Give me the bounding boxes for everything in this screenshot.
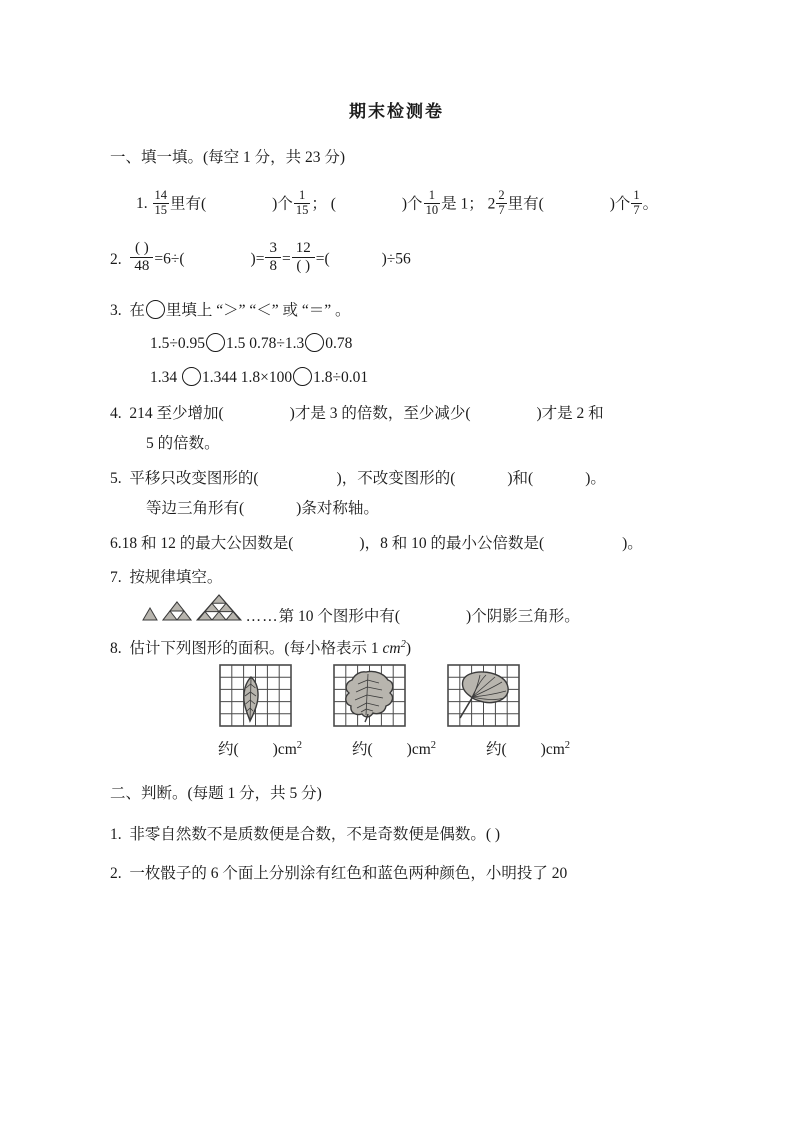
q8-unit-exponent: 2 (400, 639, 406, 650)
q1-fraction-1-10: $\frac{1}{10}$ (425, 188, 439, 217)
q5-number: 5. (110, 469, 122, 487)
q3-lead-a: 在 (129, 301, 145, 319)
q5-text-a: 平移只改变图形的( (129, 469, 259, 487)
q3-r2-expr-c: 1.8÷0.01 (313, 368, 369, 386)
q1-fraction-14-15: $\frac{14}{15}$ (154, 188, 167, 217)
question-3-row-2 (110, 367, 700, 386)
q2-fraction-blank-over-48[interactable]: $\frac{( )}{48}$ (130, 240, 153, 276)
q1-fraction-1-15: $\frac{1}{15}$ (295, 188, 309, 217)
q1-text-2: )个 (272, 195, 293, 213)
q5-text-c: )和( (507, 469, 534, 487)
q6-text-b: )，8 和 10 的最小公倍数是( (359, 534, 545, 552)
question-5-line-2 (110, 501, 700, 517)
section-1-heading: 一、填一填。(每空 1 分，共 23 分) (110, 149, 346, 166)
exam-body (110, 145, 700, 899)
q2-number: 2. (110, 250, 122, 268)
q5-text-d: )。 (585, 469, 606, 487)
q8-answer-1-prefix: 约( (218, 740, 239, 758)
q3-number: 3. (110, 301, 122, 319)
q7-tail-a: 第 10 个图形中有( (278, 607, 401, 625)
s2-q1-text[interactable]: 非零自然数不是质数便是合数，不是奇数便是偶数。( ) (129, 825, 501, 843)
question-8 (110, 640, 700, 657)
q8-answer-3-prefix: 约( (486, 740, 507, 758)
q1-fraction-1-7: $\frac{1}{7}$ (633, 188, 640, 217)
q3-r1-circle-2[interactable] (305, 333, 324, 352)
q2-text-1: =6÷( (154, 250, 185, 268)
q8-answer-1[interactable] (218, 737, 313, 759)
q1-text-3: ； ( (311, 195, 336, 213)
q8-figures-row (110, 663, 700, 733)
q8-answer-3[interactable] (486, 737, 581, 759)
q4-number: 4. (110, 404, 122, 422)
question-4 (110, 406, 700, 422)
question-7 (110, 570, 700, 586)
q1-text-7: )个 (609, 195, 631, 213)
q1-text-5: 是 1； 2 (441, 195, 496, 213)
q8-answer-2[interactable] (352, 737, 447, 759)
q1-mixed-fraction-2-7: $\frac{2}{7}$ (498, 188, 505, 217)
question-1 (110, 189, 700, 217)
q6-text-a: 18 和 12 的最大公因数是( (121, 534, 294, 552)
question-3 (110, 300, 700, 319)
q5-text-b: )，不改变图形的( (336, 469, 456, 487)
q8-answer-2-suffix: )cm (406, 740, 431, 758)
q2-text-2: )= (250, 250, 265, 268)
q2-fraction-3-8: $\frac{3}{8}$ (265, 240, 281, 276)
q4-text-b: )才是 3 的倍数，至少减少( (289, 404, 471, 422)
leaf-figure-1 (218, 663, 293, 733)
q8-lead-b: ) (405, 640, 412, 658)
q8-answer-2-prefix: 约( (352, 740, 373, 758)
question-2 (110, 240, 700, 276)
leaf-figure-2 (332, 663, 407, 733)
s2-q1-number: 1. (110, 825, 122, 843)
q3-r1-circle-1[interactable] (206, 333, 225, 352)
q1-text-1: 里有( (170, 195, 207, 213)
q3-r2-expr-a: 1.34 (150, 368, 178, 386)
triangle-figure-3 (196, 608, 246, 625)
q2-fraction-12-over-blank[interactable]: $\frac{12}{( )}$ (292, 240, 315, 276)
question-5 (110, 471, 700, 487)
q4-text-a: 214 至少增加( (129, 404, 224, 422)
q1-text-4: )个 (401, 195, 423, 213)
q3-r2-expr-b: 1.344 1.8×100 (202, 368, 293, 386)
q8-answer-2-exponent: 2 (430, 739, 437, 751)
q6-text-c: )。 (622, 534, 643, 552)
q8-answer-1-exponent: 2 (296, 739, 303, 751)
q1-text-6: 里有( (507, 195, 544, 213)
question-4-line-2 (110, 436, 700, 452)
triangle-figure-1 (142, 608, 162, 625)
q5-text-l2a: 等边三角形有( (146, 500, 245, 517)
q8-answer-3-exponent: 2 (564, 739, 571, 751)
q3-r2-circle-1[interactable] (182, 367, 201, 386)
q8-answer-3-suffix: )cm (540, 740, 565, 758)
leaf-figure-3 (446, 663, 521, 733)
q3-r1-expr-b: 1.5 0.78÷1.3 (226, 334, 305, 352)
q8-answer-1-suffix: )cm (272, 740, 297, 758)
section-2-heading: 二、判断。(每题 1 分，共 5 分) (110, 784, 322, 802)
q7-tail-b: )个阴影三角形。 (466, 607, 580, 625)
q6-number: 6. (110, 534, 122, 552)
q8-lead-a: 估计下列图形的面积。(每小格表示 1 (129, 640, 383, 658)
q7-ellipsis: …… (245, 607, 279, 625)
q3-lead-b: 里填上 “＞” “＜” 或 “＝” 。 (165, 301, 351, 319)
q2-text-3: = (281, 250, 291, 268)
question-7-pattern-row (110, 594, 700, 625)
question-6 (110, 536, 700, 552)
q7-number: 7. (110, 569, 122, 586)
q5-text-l2b: )条对称轴。 (296, 500, 379, 517)
q1-text-8: 。 (642, 195, 659, 213)
q4-text-c: )才是 2 和 (536, 404, 604, 422)
triangle-figure-2 (162, 608, 196, 625)
q8-unit: cm (382, 640, 401, 658)
section-2-question-1 (110, 827, 700, 843)
q1-number: 1. (136, 195, 148, 213)
section-2-question-2 (110, 866, 700, 882)
q8-answers-row (110, 737, 700, 759)
q3-r1-expr-a: 1.5÷0.95 (150, 334, 206, 352)
q4-text-line2: 5 的倍数。 (146, 435, 220, 452)
q3-r2-circle-2[interactable] (293, 367, 312, 386)
q3-r1-expr-c: 0.78 (325, 334, 353, 352)
q2-text-5: )÷56 (381, 250, 411, 268)
q7-lead: 按规律填空。 (129, 569, 223, 586)
q3-circle-lead[interactable] (146, 300, 165, 319)
page-title: 期末检测卷 (349, 102, 444, 122)
question-3-row-1 (110, 333, 700, 352)
s2-q2-text: 一枚骰子的 6 个面上分别涂有红色和蓝色两种颜色，小明投了 20 (129, 865, 568, 883)
s2-q2-number: 2. (110, 865, 122, 883)
q2-text-4: =( (315, 250, 330, 268)
q8-number: 8. (110, 640, 122, 658)
